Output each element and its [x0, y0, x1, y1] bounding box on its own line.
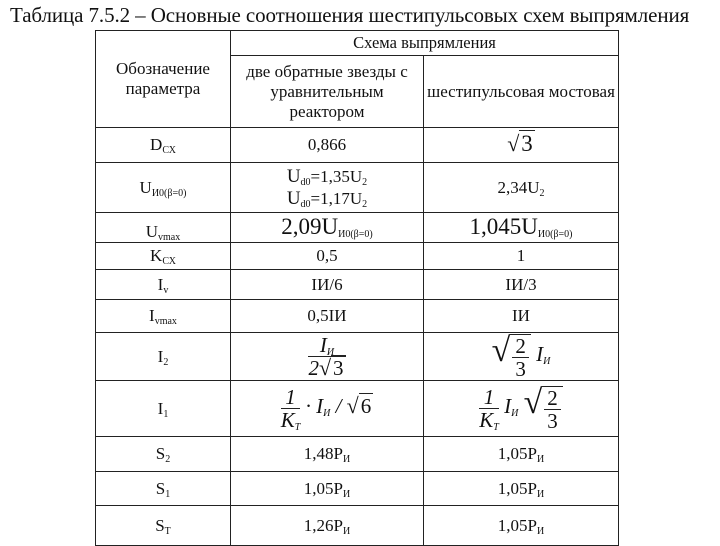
param-cell: $U_{И0(\beta=0)}$ [96, 163, 231, 213]
table-row [96, 472, 619, 506]
header-col-bridge: шестипульсовая мостовая [424, 56, 619, 128]
table-row [96, 163, 619, 213]
value-cell: IИ [424, 300, 619, 333]
value-cell: $1,48P_И$ [231, 437, 424, 472]
table-row [96, 213, 619, 243]
value-cell: $1,045U_{И0(\beta=0)}$ [424, 213, 619, 243]
value-cell: IИ/6 [231, 270, 424, 300]
table-row [96, 333, 619, 381]
value-cell: 0,5IИ [231, 300, 424, 333]
table-row [96, 381, 619, 437]
table-row [96, 128, 619, 163]
header-col-double-star: две обратные звезды с уравнительным реактором [231, 56, 424, 128]
param-cell: $S_2$ [96, 437, 231, 472]
value-cell [231, 333, 424, 381]
value-cell: √3 [424, 128, 619, 163]
value-cell: $1,26P_И$ [231, 506, 424, 546]
table-row [96, 437, 619, 472]
param-cell: $I_2$ [96, 333, 231, 381]
value-cell: $1,05P_И$ [424, 506, 619, 546]
param-cell: $I_{vmax}$ [96, 300, 231, 333]
value-cell: $2,09U_{И0(\beta=0)}$ [231, 213, 424, 243]
value-cell: $1,05P_И$ [424, 437, 619, 472]
value-cell: √ $\frac{2}{3}$ $I_И$ [424, 333, 619, 381]
value-cell: 0,866 [231, 128, 424, 163]
table-row [96, 243, 619, 270]
param-cell: $S_1$ [96, 472, 231, 506]
value-cell: $U_{d0}=1,35U_2$ $U_{d0}=1,17U_2$ [231, 163, 424, 213]
value-cell: $1,05P_И$ [231, 472, 424, 506]
header-param: Обозначение параметра [96, 31, 231, 128]
value-cell: $2,34U_2$ [424, 163, 619, 213]
table-row [96, 300, 619, 333]
param-cell: $I_v$ [96, 270, 231, 300]
value-cell: $\frac{1}{K_T}$ · $I_И / √6$ [231, 381, 424, 437]
table-caption: Таблица 7.5.2 – Основные соотношения шестипульсовых схем выпрямления [10, 3, 690, 27]
param-cell: $S_Т$ [96, 506, 231, 546]
value-cell: 1 [424, 243, 619, 270]
param-cell: $D_{СХ}$ [96, 128, 231, 163]
header-scheme: Схема выпрямления [231, 31, 619, 56]
value-cell: $1,05P_И$ [424, 472, 619, 506]
value-cell: 0,5 [231, 243, 424, 270]
value-cell: $\frac{1}{K_T}$ $I_И$ √ $\frac{2}{3}$ [424, 381, 619, 437]
param-cell: $I_1$ [96, 381, 231, 437]
param-cell: $K_{СХ}$ [96, 243, 231, 270]
table-row [96, 270, 619, 300]
formula-fraction: $\frac{I_И}{2√3}$ [308, 333, 344, 380]
value-cell: IИ/3 [424, 270, 619, 300]
rectifier-ratios-table [95, 30, 619, 546]
param-cell: $U_{vmax}$ [96, 213, 231, 243]
